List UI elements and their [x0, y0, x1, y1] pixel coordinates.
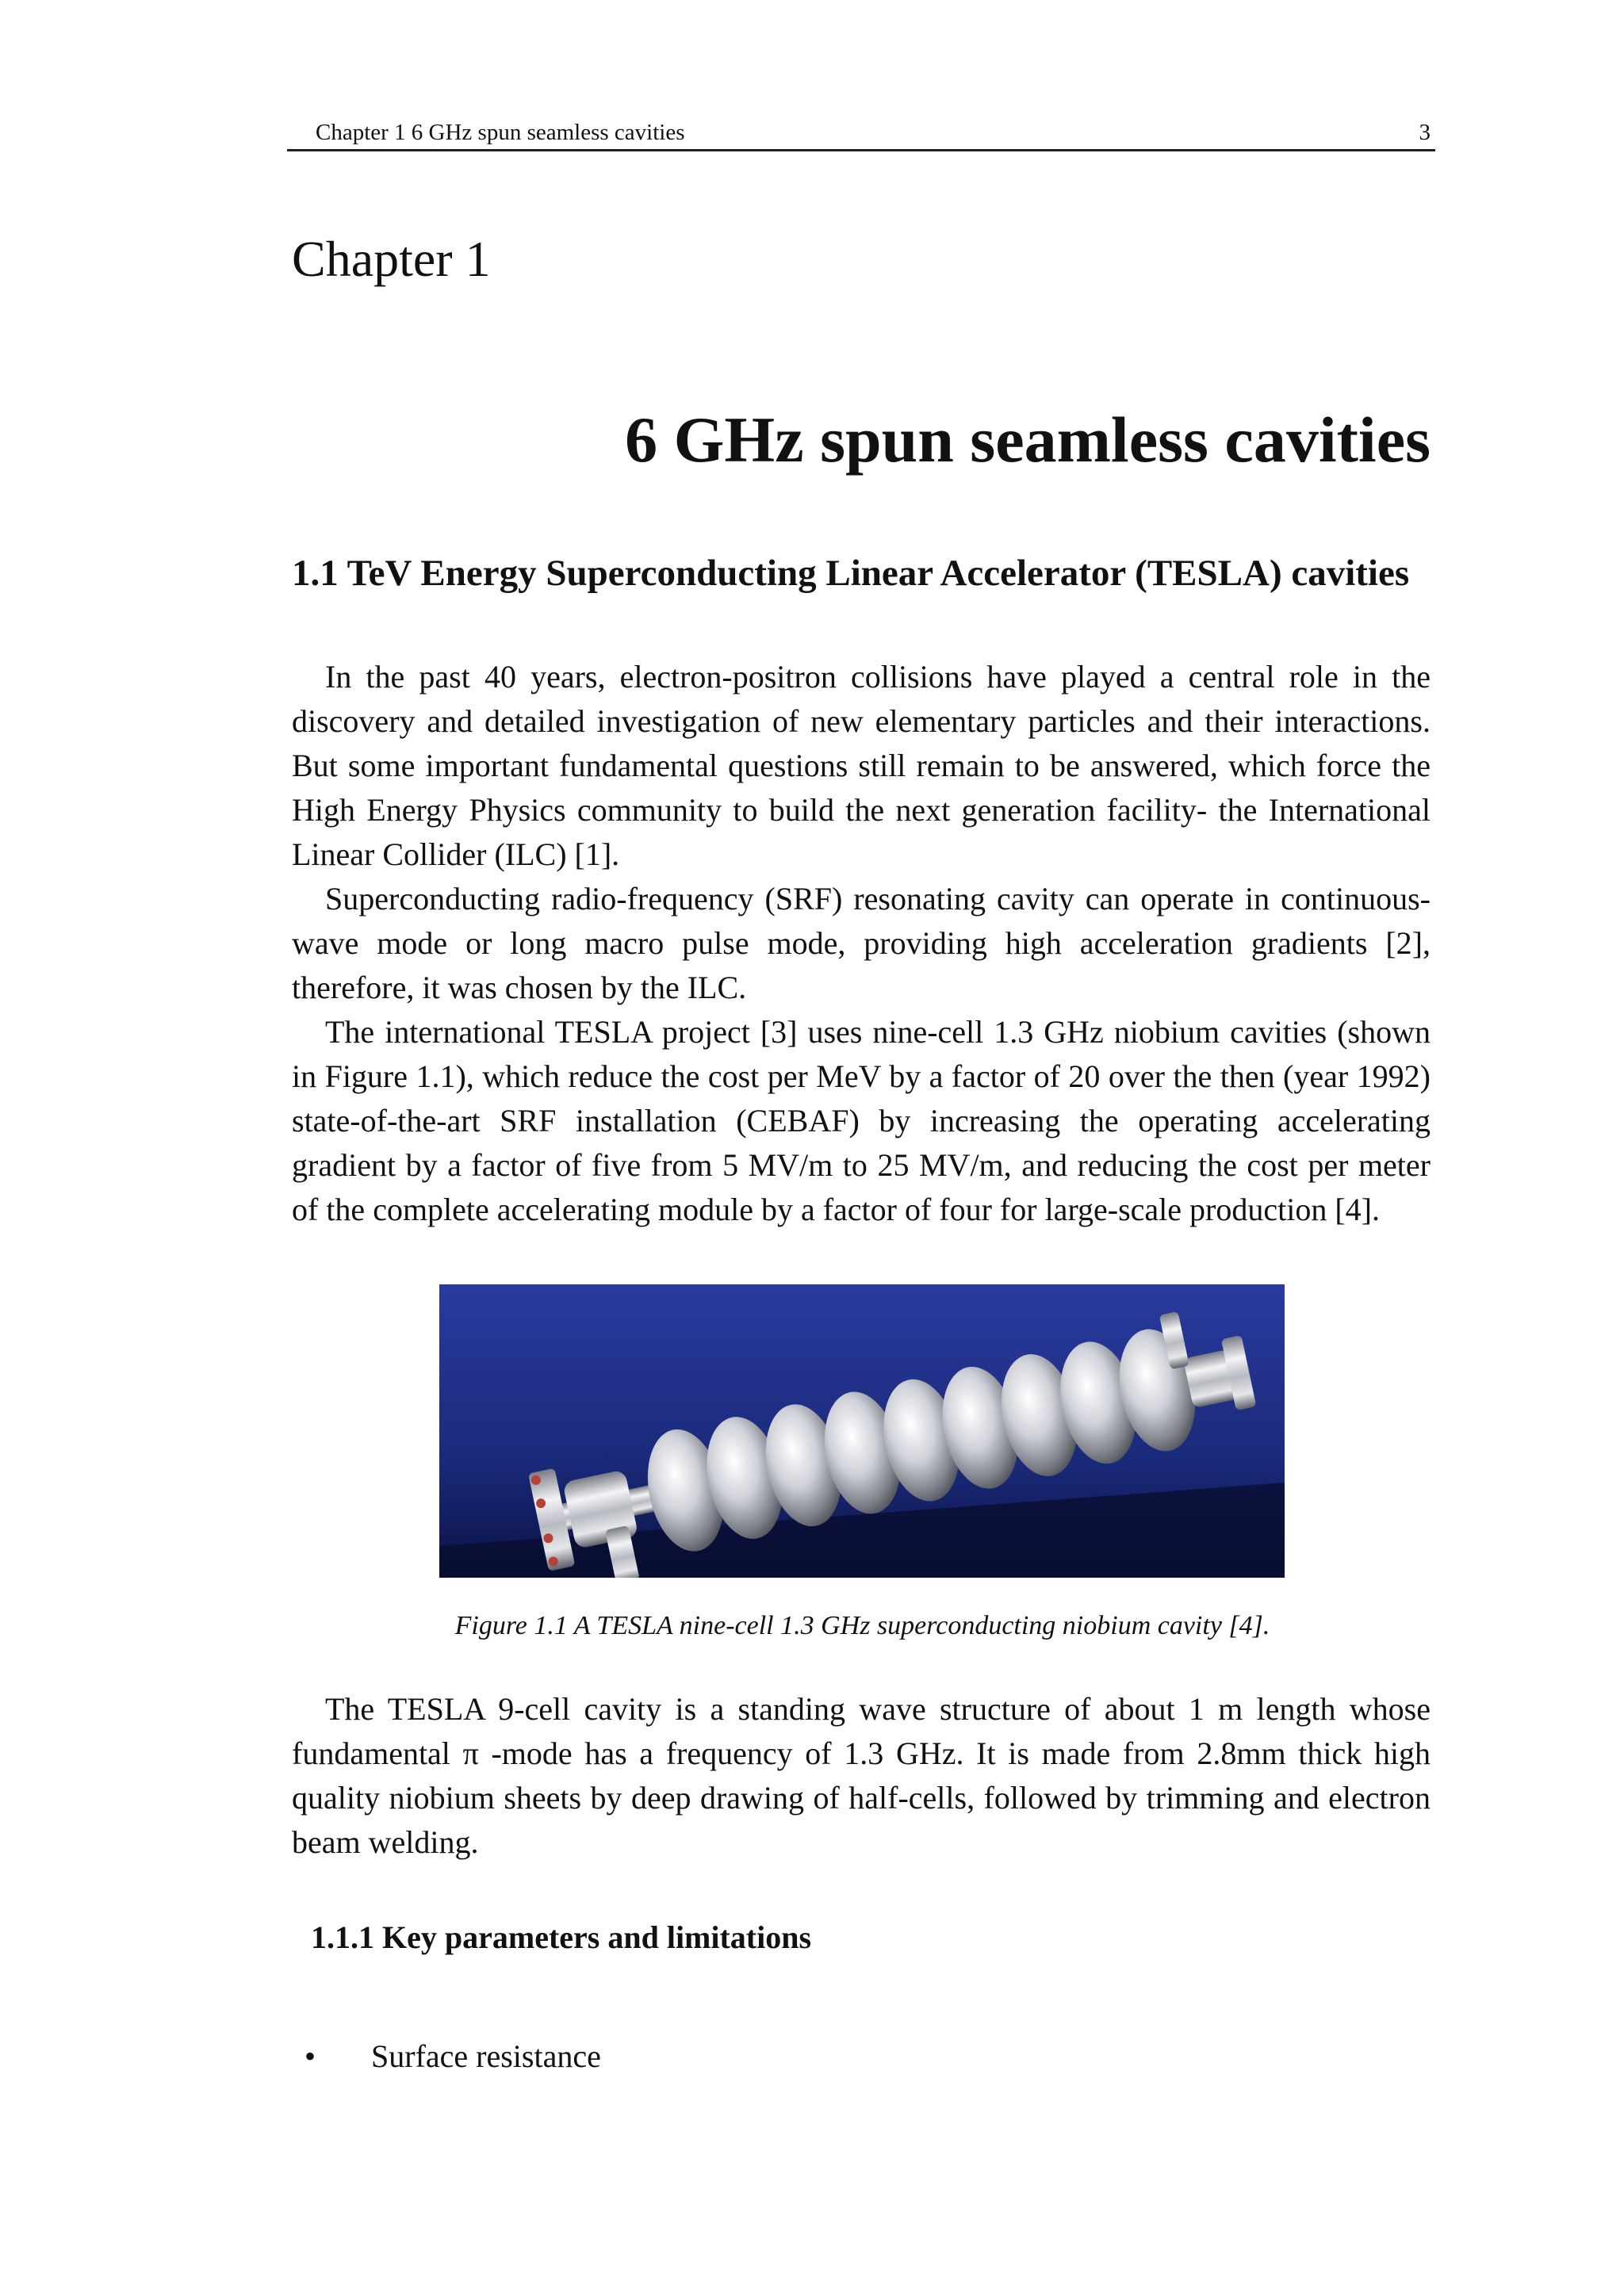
chapter-title: 6 GHz spun seamless cavities — [625, 404, 1431, 476]
paragraph: In the past 40 years, electron-positron collisions have played a central role in the discovery and detailed investigation of new elementary particles and their interactions. But some important fundamental questions still remain to be answered, which force the High Energy Physics community to build the next generation facility- the International Linear Collider (ILC) [1]. — [292, 659, 1431, 872]
running-header-title: Chapter 1 6 GHz spun seamless cavities — [316, 120, 685, 145]
paragraph: The TESLA 9-cell cavity is a standing wave structure of about 1 m length whose fundamental π -mode has a frequency of 1.3 GHz. It is made from 2.8mm thick high quality niobium sheets by deep drawing of half-cells, followed by trimming and electron beam welding. — [292, 1691, 1431, 1860]
page-number: 3 — [1419, 120, 1431, 145]
figure-image-tesla-cavity — [439, 1284, 1285, 1578]
section-body — [292, 655, 1431, 1232]
chapter-label: Chapter 1 — [292, 231, 491, 287]
post-figure-body — [292, 1687, 1431, 1865]
section-heading: 1.1 TeV Energy Superconducting Linear Accelerator (TESLA) cavities — [292, 553, 1410, 594]
paragraph: The international TESLA project [3] uses nine-cell 1.3 GHz niobium cavities (shown in Figure 1.1), which reduce the cost per MeV by a factor of 20 over the then (year 1992) state-of-the-art SRF installation (CEBAF) by increasing the operating accelerating gradient by a factor of five from 5 MV/m to 25 MV/m, and reducing the cost per meter of the complete accelerating module by a factor of four for large-scale production [4]. — [292, 1014, 1431, 1227]
figure-caption: Figure 1.1 A TESLA nine-cell 1.3 GHz superconducting niobium cavity [4]. — [454, 1611, 1270, 1640]
subsection-heading: 1.1.1 Key parameters and limitations — [311, 1919, 812, 1955]
paragraph: Superconducting radio-frequency (SRF) resonating cavity can operate in continuous-wave mode or long macro pulse mode, providing high acceleration gradients [2], therefore, it was chosen by the ILC. — [292, 881, 1431, 1005]
list-item — [304, 2038, 601, 2075]
bullet-icon: • — [304, 2038, 316, 2074]
running-header — [287, 113, 1435, 151]
list-item-text: Surface resistance — [371, 2038, 601, 2074]
tesla-cavity-photo — [439, 1284, 1285, 1578]
